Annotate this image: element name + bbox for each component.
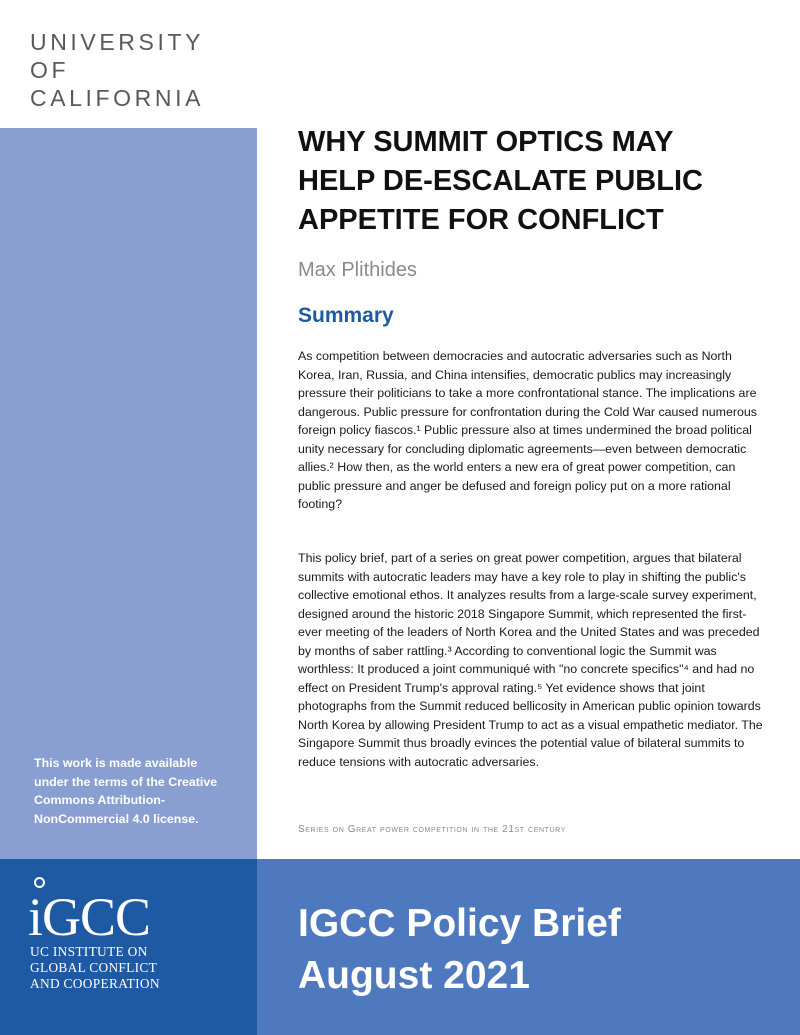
igcc-wordmark: iGCC bbox=[28, 887, 151, 947]
sidebar-panel bbox=[0, 128, 257, 859]
document-title bbox=[298, 123, 778, 240]
title-line-1: WHY SUMMIT OPTICS MAY bbox=[298, 126, 674, 158]
title-line-2: HELP DE-ESCALATE PUBLIC bbox=[298, 165, 703, 197]
logo-line-3: CALIFORNIA bbox=[30, 85, 205, 111]
brief-line-2: August 2021 bbox=[298, 954, 530, 997]
igcc-sub-line-2: GLOBAL CONFLICT bbox=[30, 960, 158, 975]
logo-line-1: UNIVERSITY bbox=[30, 29, 205, 55]
policy-brief-title bbox=[298, 898, 621, 1002]
brief-line-1: IGCC Policy Brief bbox=[298, 902, 621, 945]
license-text: This work is made available under the terms of the Creative Commons Attribution-NonCommercial 4.0 license. bbox=[34, 756, 218, 826]
series-label: Series on Great power competition in the 21st century bbox=[298, 824, 566, 835]
logo-line-2: OF bbox=[30, 57, 70, 83]
university-of-california-logo bbox=[30, 28, 204, 112]
igcc-institute-name bbox=[30, 944, 200, 992]
summary-paragraph-1: As competition between democracies and autocratic adversaries such as North Korea, Iran, Russia, and China intensifies, democratic publics may increasingly pressure their politicians to take a more confrontational stance. The implications are dangerous. Public pressure for confrontation during the Cold War caused numerous foreign policy fiascos.¹ Public pressure also at times undermined the broad political unity necessary for concluding diplomatic agreements—even between democratic allies.² How then, as the world enters a new era of great power competition, can public pressure and anger be defused and foreign policy put on a more rational footing? bbox=[298, 349, 757, 511]
author-name: Max Plithides bbox=[298, 259, 417, 281]
title-line-3: APPETITE FOR CONFLICT bbox=[298, 204, 664, 236]
igcc-sub-line-1: UC INSTITUTE ON bbox=[30, 944, 148, 959]
summary-paragraph-2: This policy brief, part of a series on great power competition, argues that bilateral summits with autocratic leaders may have a key role to play in shifting the public's collective emotional ethos. It analyzes results from a large-scale survey experiment, designed around the historic 2018 Singapore Summit, which represented the first-ever meeting of the leaders of North Korea and the United States and was preceded by months of saber rattling.³ According to conventional logic the Summit was worthless: It produced a joint communiqué with "no concrete specifics"⁴ and had no effect on President Trump's approval rating.⁵ Yet evidence shows that joint photographs from the Summit reduced bellicosity in American public opinion towards North Korea by allowing President Trump to act as a visual empathetic mediator. The Singapore Summit thus broadly evinces the potential value of bilateral summits to reduce tensions with autocratic adversaries. bbox=[298, 551, 763, 769]
summary-heading: Summary bbox=[298, 304, 394, 327]
igcc-sub-line-3: AND COOPERATION bbox=[30, 976, 160, 991]
